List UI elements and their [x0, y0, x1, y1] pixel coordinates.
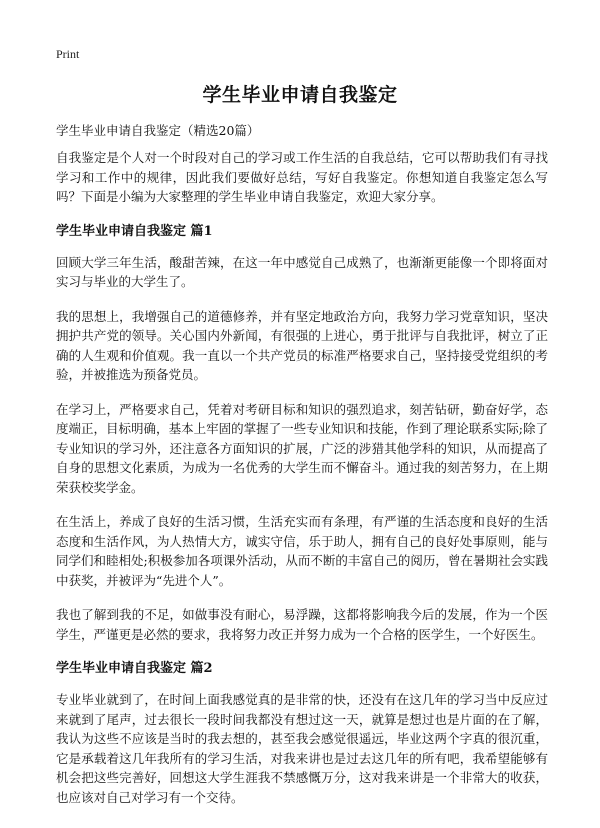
section-heading-2: 学生毕业申请自我鉴定 篇2: [56, 661, 213, 676]
section-1-paragraph-1: 回顾大学三年生活，酸甜苦辣，在这一年中感觉自己成熟了，也渐渐更能像一个即将面对实习与毕业的大学生了。: [56, 254, 548, 289]
page-title: 学生毕业申请自我鉴定: [202, 84, 398, 106]
document-body: [56, 148, 548, 822]
section-1-paragraph-3: 在学习上，严格要求自己，凭着对考研目标和知识的强烈追求，刻苦钻研，勤奋好学，态度端正，目标明确，基本上牢固的掌握了一些专业知识和技能，作到了理论联系实际;除了专业知识的学习外，还注意各方面知识的扩展，广泛的涉猎其他学科的知识，从而提高了自身的思想文化素质，为成为一名优秀的大学生而不懈奋斗。通过我的刻苦努力，在上期荣获校奖学金。: [56, 401, 548, 495]
intro-paragraph: 自我鉴定是个人对一个时段对自己的学习或工作生活的自我总结，它可以帮助我们有寻找学习和工作中的规律，因此我们要做好总结，写好自我鉴定。你想知道自我鉴定怎么写吗？下面是小编为大家整理的学生毕业申请自我鉴定，欢迎大家分享。: [56, 150, 548, 204]
section-1-paragraph-2: 我的思想上，我增强自己的道德修养，并有坚定地政治方向，我努力学习党章知识，坚决拥护共产党的领导。关心国内外新闻，有很强的上进心，勇于批评与自我批评，树立了正确的人生观和价值观。我一直以一个共产党员的标准严格要求自己，坚持接受党组织的考验，并被推选为预备党员。: [56, 308, 548, 382]
section-1-paragraph-5: 我也了解到我的不足，如做事没有耐心，易浮躁，这都将影响我今后的发展，作为一个医学生，严谨更是必然的要求，我将努力改正并努力成为一个合格的医学生，一个好医生。: [56, 607, 548, 642]
section-1-paragraph-4: 在生活上，养成了良好的生活习惯，生活充实而有条理，有严谨的生活态度和良好的生活态度和生活作风，为人热情大方，诚实守信，乐于助人，拥有自己的良好处事原则，能与同学们和睦相处;积极参加各项课外活动，从而不断的丰富自己的阅历，曾在暑期社会实践中获奖，并被评为“先进个人”。: [56, 514, 548, 588]
document-subtitle: 学生毕业申请自我鉴定（精选20篇）: [56, 123, 260, 138]
section-2-paragraph-1: 专业毕业就到了，在时间上面我感觉真的是非常的快，还没有在这几年的学习当中反应过来就到了尾声，过去很长一段时间我都没有想过这一天，就算是想过也是片面的在了解，我认为这些不应该是当时的我去想的，甚至我会感觉很遥远，毕业这两个字真的很沉重，它是承载着这几年我所有的学习生活，对我来讲也是过去这几年的所有吧，我希望能够有机会把这些完善好，回想这大学生涯我不禁感慨万分，这对我来讲是一个非常大的收获，也应该对自己对学习有一个交待。: [56, 692, 548, 805]
print-link[interactable]: Print: [56, 47, 80, 61]
section-heading-1: 学生毕业申请自我鉴定 篇1: [56, 223, 213, 239]
